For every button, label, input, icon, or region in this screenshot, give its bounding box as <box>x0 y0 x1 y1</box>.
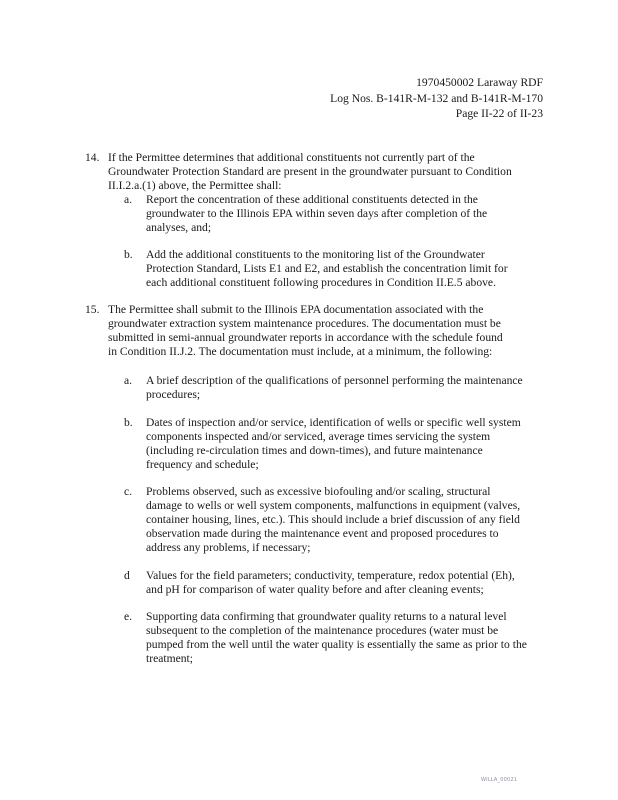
text-line: container housing, lines, etc.). This should include a brief discussion of any field <box>146 513 520 526</box>
text-line: Groundwater Protection Standard are present in the groundwater pursuant to Condition <box>108 165 512 178</box>
text-line: observation made during the maintenance event and proposed procedures to <box>146 527 499 540</box>
subitem-text <box>146 248 508 290</box>
text-line: Protection Standard, Lists E1 and E2, and establish the concentration limit for <box>146 262 508 275</box>
text-line: address any problems, if necessary; <box>146 541 311 554</box>
text-line: The Permittee shall submit to the Illinois EPA documentation associated with the <box>108 303 484 316</box>
text-line: and pH for comparison of water quality before and after cleaning events; <box>146 583 484 596</box>
text-line: procedures; <box>146 388 201 401</box>
text-line: damage to wells or well system components, malfunctions in equipment (valves, <box>146 499 521 512</box>
text-line: frequency and schedule; <box>146 458 259 471</box>
item-number: 14. <box>85 151 100 164</box>
text-line: Dates of inspection and/or service, identification of wells or specific well system <box>146 416 521 429</box>
subitem-text <box>146 610 527 666</box>
text-line: treatment; <box>146 652 193 665</box>
subitem-letter: a. <box>124 374 133 387</box>
text-line: (including re-circulation times and down-times), and future maintenance <box>146 444 483 457</box>
permit-id-line: 1970450002 Laraway RDF <box>416 76 543 89</box>
text-line: II.I.2.a.(1) above, the Permittee shall: <box>108 179 282 192</box>
text-line: If the Permittee determines that additional constituents not currently part of the <box>108 151 475 164</box>
page-number-line: Page II-22 of II-23 <box>455 107 543 120</box>
text-line: A brief description of the qualifications of personnel performing the maintenance <box>146 374 523 387</box>
text-line: in Condition II.J.2. The documentation must include, at a minimum, the following: <box>108 345 493 358</box>
subitem-letter: b. <box>124 416 133 429</box>
text-line: components inspected and/or serviced, average times servicing the system <box>146 430 491 443</box>
bates-number: WILLA_00021 <box>481 777 518 783</box>
subitem-text <box>146 485 520 555</box>
log-numbers-line: Log Nos. B-141R-M-132 and B-141R-M-170 <box>330 92 543 105</box>
text-line: analyses, and; <box>146 221 212 234</box>
text-line: Problems observed, such as excessive biofouling and/or scaling, structural <box>146 485 491 498</box>
subitem-letter: d <box>124 569 130 582</box>
item-number: 15. <box>85 303 100 316</box>
subitem-letter: a. <box>124 193 133 206</box>
subitem-text <box>146 569 515 597</box>
text-line: Values for the field parameters; conductivity, temperature, redox potential (Eh), <box>146 569 515 582</box>
text-line: Report the concentration of these additional constituents detected in the <box>146 193 478 206</box>
subitem-letter: c. <box>124 485 133 498</box>
subitem-letter: b. <box>124 248 133 261</box>
text-line: submitted in semi-annual groundwater reports in accordance with the schedule found <box>108 331 503 344</box>
subitem-text <box>146 416 521 472</box>
text-line: subsequent to the completion of the maintenance procedures (water must be <box>146 624 499 637</box>
text-line: groundwater to the Illinois EPA within seven days after completion of the <box>146 207 488 220</box>
text-line: each additional constituent following procedures in Condition II.E.5 above. <box>146 276 496 289</box>
text-line: pumped from the well until the water quality is essentially the same as prior to the <box>146 638 527 651</box>
item-text <box>108 151 512 193</box>
subitem-text <box>146 193 487 235</box>
text-line: Supporting data confirming that groundwater quality returns to a natural level <box>146 610 507 623</box>
subitem-letter: e. <box>124 610 133 623</box>
text-line: groundwater extraction system maintenance procedures. The documentation must be <box>108 317 501 330</box>
subitem-text <box>146 374 523 402</box>
text-line: Add the additional constituents to the monitoring list of the Groundwater <box>146 248 485 261</box>
item-text <box>108 303 503 359</box>
